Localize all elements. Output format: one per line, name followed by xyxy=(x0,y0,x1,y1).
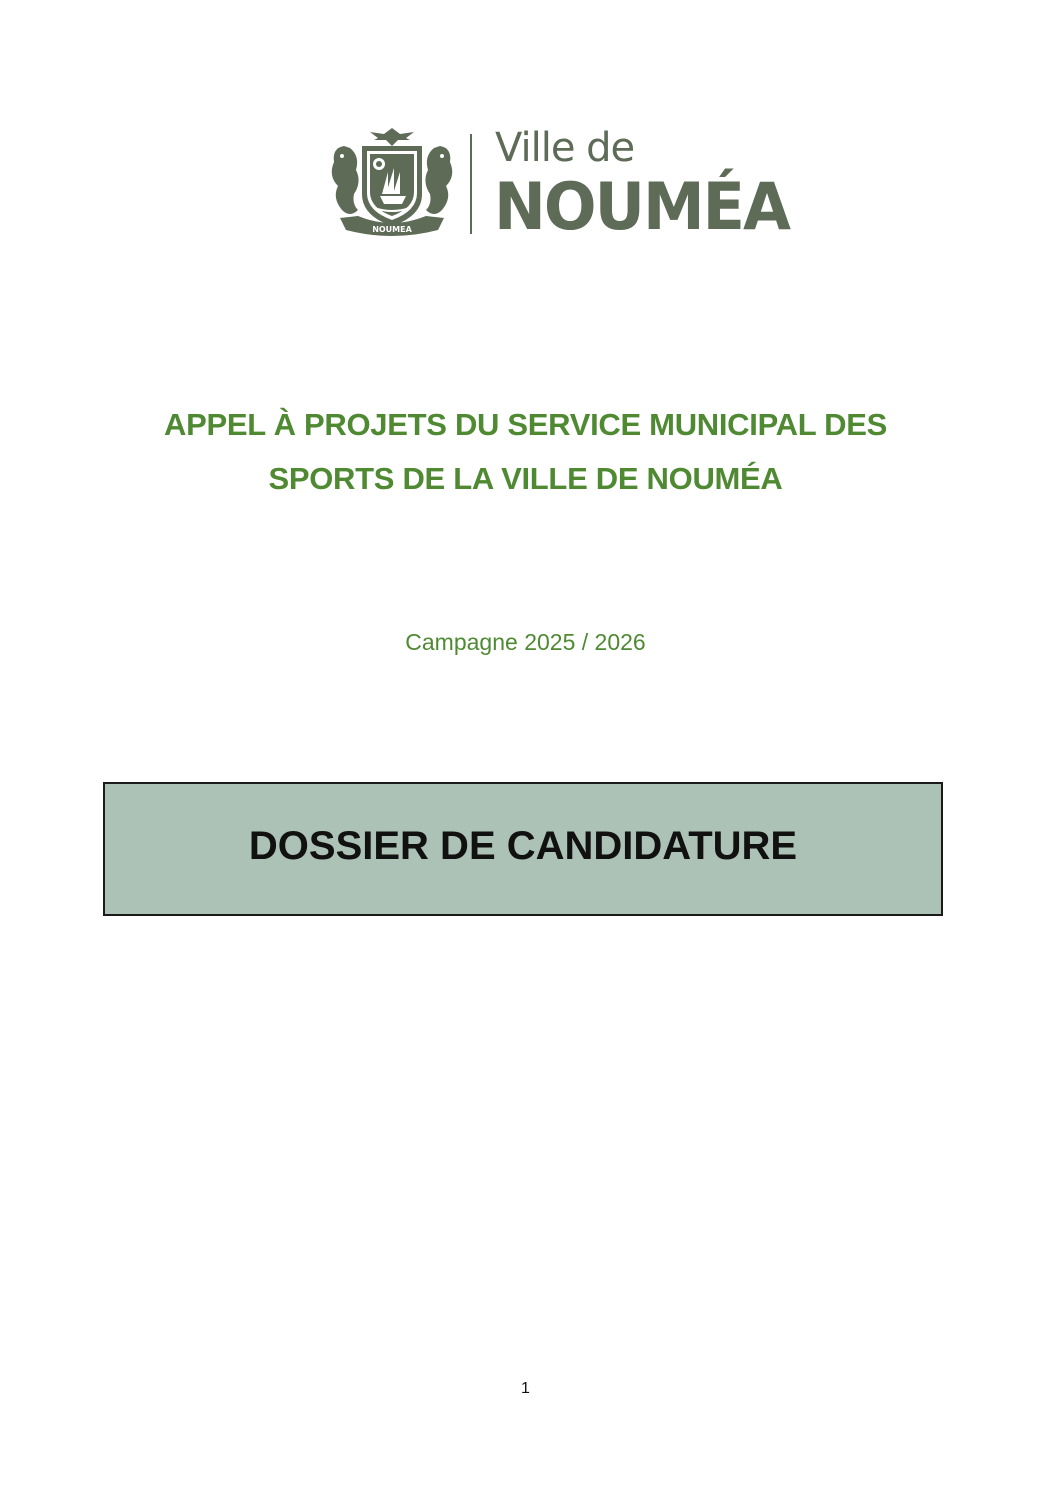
dossier-banner xyxy=(103,782,943,916)
logo-ville-de: Ville de xyxy=(495,125,635,171)
page-number: 1 xyxy=(521,1380,530,1397)
campaign-label: Campagne 2025 / 2026 xyxy=(405,629,646,655)
ville-de-noumea-logo xyxy=(322,125,789,245)
title-line-2: SPORTS DE LA VILLE DE NOUMÉA xyxy=(268,461,783,496)
city-coat-of-arms-icon xyxy=(322,126,462,238)
logo-divider xyxy=(470,134,472,234)
dossier-heading: DOSSIER DE CANDIDATURE xyxy=(248,823,798,868)
logo-noumea: NOUMÉA xyxy=(494,167,789,245)
title-line-1: APPEL À PROJETS DU SERVICE MUNICIPAL DES xyxy=(164,407,887,442)
document-title xyxy=(60,398,991,506)
emblem-banner-text: NOUMEA xyxy=(372,225,412,234)
